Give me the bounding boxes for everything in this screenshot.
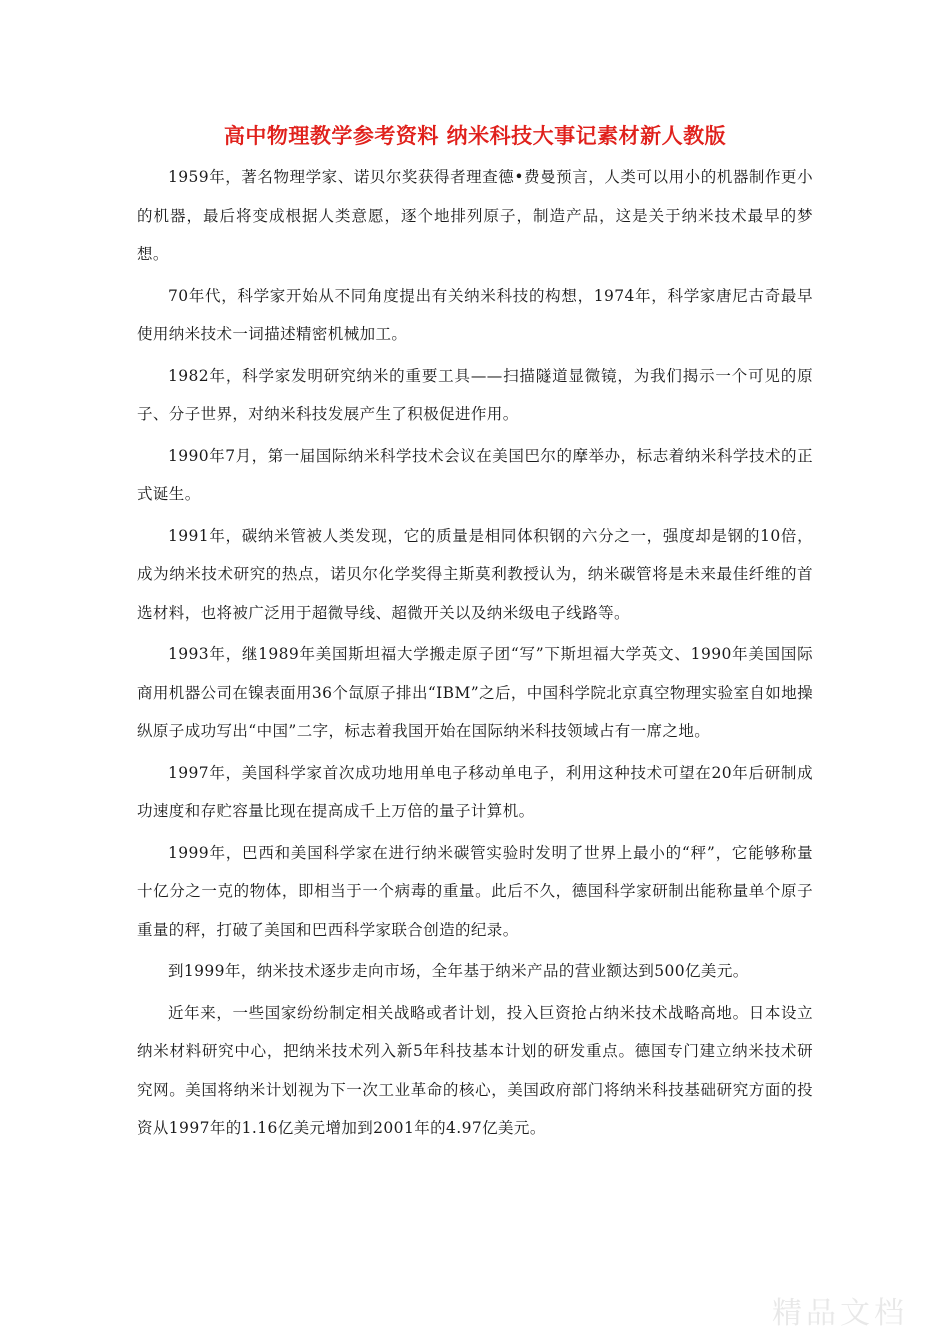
document-title: 高中物理教学参考资料 纳米科技大事记素材新人教版 bbox=[223, 123, 727, 148]
paragraph-1959: 1959年，著名物理学家、诺贝尔奖获得者理查德•费曼预言，人类可以用小的机器制作更小的机器，最后将变成根据人类意愿，逐个地排列原子，制造产品，这是关于纳米技术最早的梦想。 bbox=[137, 168, 813, 263]
watermark: 精品文档 bbox=[772, 1296, 908, 1331]
paragraph-recent-years: 近年来，一些国家纷纷制定相关战略或者计划，投入巨资抢占纳米技术战略高地。日本设立纳米材料研究中心，把纳米技术列入新5年科技基本计划的研发重点。德国专门建立纳米技术研究网。美国将纳米计划视为下一次工业革命的核心，美国政府部门将纳米科技基础研究方面的投资从1997年的1.16亿美元增加到2001年的4.97亿美元。 bbox=[137, 1003, 813, 1137]
paragraph-1997: 1997年，美国科学家首次成功地用单电子移动单电子，利用这种技术可望在20年后研制成功速度和存贮容量比现在提高成千上万倍的量子计算机。 bbox=[137, 763, 813, 820]
paragraph-1991: 1991年，碳纳米管被人类发现，它的质量是相同体积钢的六分之一，强度却是钢的10倍，成为纳米技术研究的热点，诺贝尔化学奖得主斯莫利教授认为，纳米碳管将是未来最佳纤维的首选材料，也将被广泛用于超微导线、超微开关以及纳米级电子线路等。 bbox=[137, 526, 813, 622]
paragraph-1999-market: 到1999年，纳米技术逐步走向市场，全年基于纳米产品的营业额达到500亿美元。 bbox=[168, 962, 749, 980]
document-body bbox=[137, 158, 813, 1148]
paragraph-1970s: 70年代，科学家开始从不同角度提出有关纳米科技的构想，1974年，科学家唐尼古奇最早使用纳米技术一词描述精密机械加工。 bbox=[137, 286, 813, 343]
paragraph-1993: 1993年，继1989年美国斯坦福大学搬走原子团“写”下斯坦福大学英文、1990年美国国际商用机器公司在镍表面用36个氙原子排出“IBM”之后，中国科学院北京真空物理实验室自如地操纵原子成功写出“中国”二字，标志着我国开始在国际纳米科技领域占有一席之地。 bbox=[137, 645, 813, 740]
paragraph-1982: 1982年，科学家发明研究纳米的重要工具——扫描隧道显微镜，为我们揭示一个可见的原子、分子世界，对纳米科技发展产生了积极促进作用。 bbox=[137, 366, 813, 423]
paragraph-1999: 1999年，巴西和美国科学家在进行纳米碳管实验时发明了世界上最小的“秤”，它能够称量十亿分之一克的物体，即相当于一个病毒的重量。此后不久，德国科学家研制出能称量单个原子重量的秤，打破了美国和巴西科学家联合创造的纪录。 bbox=[137, 843, 813, 939]
paragraph-1990: 1990年7月，第一届国际纳米科学技术会议在美国巴尔的摩举办，标志着纳米科学技术的正式诞生。 bbox=[137, 446, 813, 503]
document-page bbox=[137, 120, 813, 1151]
